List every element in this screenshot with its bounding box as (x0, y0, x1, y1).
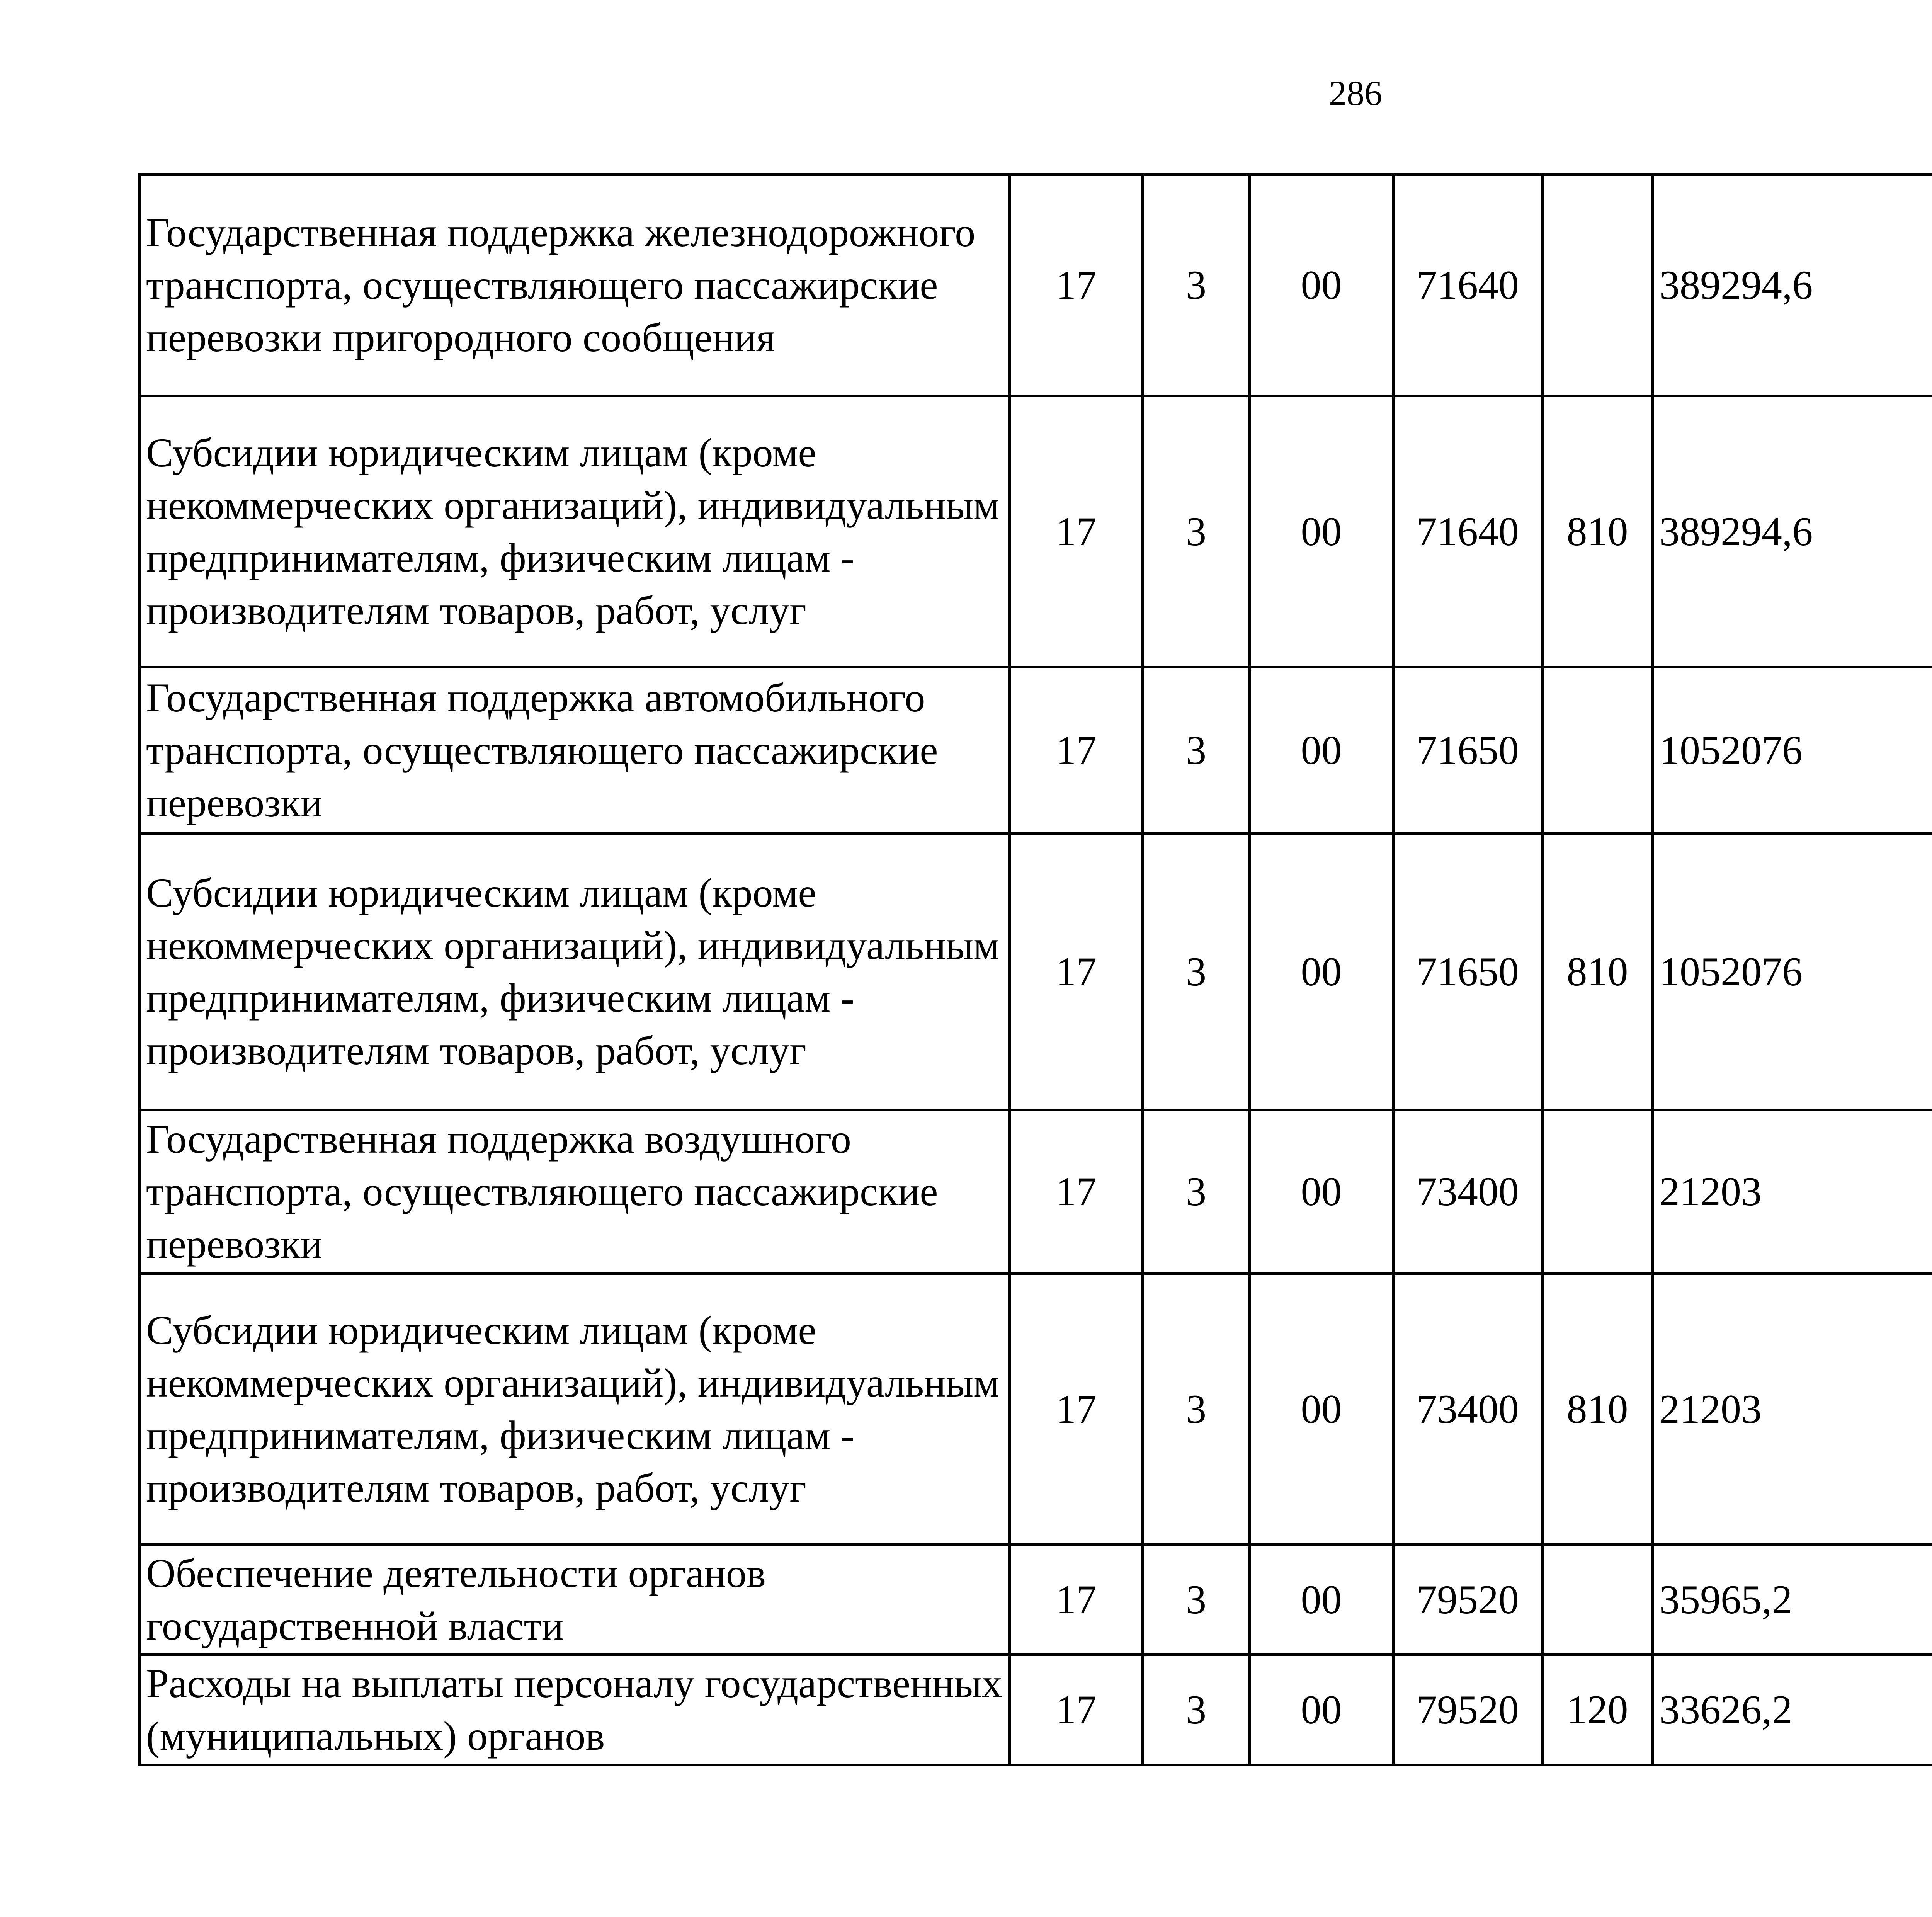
subsection-code: 3 (1143, 396, 1250, 667)
table-row (139, 1655, 1932, 1765)
row-name: Субсидии юридическим лицам (кроме некоммерческих организаций), индивидуальным предпринимателям, физическим лицам - производителям товаров, работ, услуг (139, 1274, 1010, 1545)
table-row (139, 833, 1932, 1110)
expense-type-code (1543, 1545, 1653, 1655)
row-name: Государственная поддержка железнодорожного транспорта, осуществляющего пассажирские перевозки пригородного сообщения (139, 175, 1010, 396)
section-code: 17 (1010, 1110, 1143, 1274)
table-row (139, 175, 1932, 396)
subsection-code: 3 (1143, 1110, 1250, 1274)
target-code: 73400 (1393, 1110, 1543, 1274)
target-code: 71650 (1393, 667, 1543, 833)
section-code: 17 (1010, 1655, 1143, 1765)
section-code: 17 (1010, 1545, 1143, 1655)
row-name: Субсидии юридическим лицам (кроме некоммерческих организаций), индивидуальным предпринимателям, физическим лицам - производителям товаров, работ, услуг (139, 833, 1010, 1110)
amount-1: 1052076 (1653, 667, 1932, 833)
section-code: 17 (1010, 667, 1143, 833)
program-code: 00 (1250, 1545, 1393, 1655)
section-code: 17 (1010, 396, 1143, 667)
amount-1: 21203 (1653, 1274, 1932, 1545)
program-code: 00 (1250, 1655, 1393, 1765)
subsection-code: 3 (1143, 833, 1250, 1110)
program-code: 00 (1250, 1110, 1393, 1274)
section-code: 17 (1010, 833, 1143, 1110)
program-code: 00 (1250, 833, 1393, 1110)
target-code: 79520 (1393, 1655, 1543, 1765)
subsection-code: 3 (1143, 1545, 1250, 1655)
expense-type-code: 810 (1543, 1274, 1653, 1545)
expense-type-code: 120 (1543, 1655, 1653, 1765)
row-name: Субсидии юридическим лицам (кроме некоммерческих организаций), индивидуальным предпринимателям, физическим лицам - производителям товаров, работ, услуг (139, 396, 1010, 667)
program-code: 00 (1250, 1274, 1393, 1545)
expense-type-code: 810 (1543, 833, 1653, 1110)
row-name: Государственная поддержка автомобильного транспорта, осуществляющего пассажирские перевозки (139, 667, 1010, 833)
table-row (139, 1545, 1932, 1655)
amount-1: 33626,2 (1653, 1655, 1932, 1765)
amount-1: 21203 (1653, 1110, 1932, 1274)
amount-1: 35965,2 (1653, 1545, 1932, 1655)
expense-type-code: 810 (1543, 396, 1653, 667)
expense-type-code (1543, 175, 1653, 396)
program-code: 00 (1250, 396, 1393, 667)
target-code: 79520 (1393, 1545, 1543, 1655)
section-code: 17 (1010, 175, 1143, 396)
program-code: 00 (1250, 175, 1393, 396)
target-code: 71650 (1393, 833, 1543, 1110)
target-code: 73400 (1393, 1274, 1543, 1545)
row-name: Обеспечение деятельности органов государственной власти (139, 1545, 1010, 1655)
table-row (139, 1110, 1932, 1274)
page-number: 286 (1329, 73, 1382, 113)
table-row (139, 1274, 1932, 1545)
subsection-code: 3 (1143, 1655, 1250, 1765)
target-code: 71640 (1393, 175, 1543, 396)
row-name: Расходы на выплаты персоналу государственных (муниципальных) органов (139, 1655, 1010, 1765)
subsection-code: 3 (1143, 175, 1250, 396)
target-code: 71640 (1393, 396, 1543, 667)
expense-type-code (1543, 1110, 1653, 1274)
amount-1: 389294,6 (1653, 396, 1932, 667)
amount-1: 1052076 (1653, 833, 1932, 1110)
budget-table (138, 173, 1932, 1766)
expense-type-code (1543, 667, 1653, 833)
subsection-code: 3 (1143, 1274, 1250, 1545)
subsection-code: 3 (1143, 667, 1250, 833)
table-row (139, 667, 1932, 833)
section-code: 17 (1010, 1274, 1143, 1545)
amount-1: 389294,6 (1653, 175, 1932, 396)
program-code: 00 (1250, 667, 1393, 833)
table-row (139, 396, 1932, 667)
row-name: Государственная поддержка воздушного транспорта, осуществляющего пассажирские перевозки (139, 1110, 1010, 1274)
